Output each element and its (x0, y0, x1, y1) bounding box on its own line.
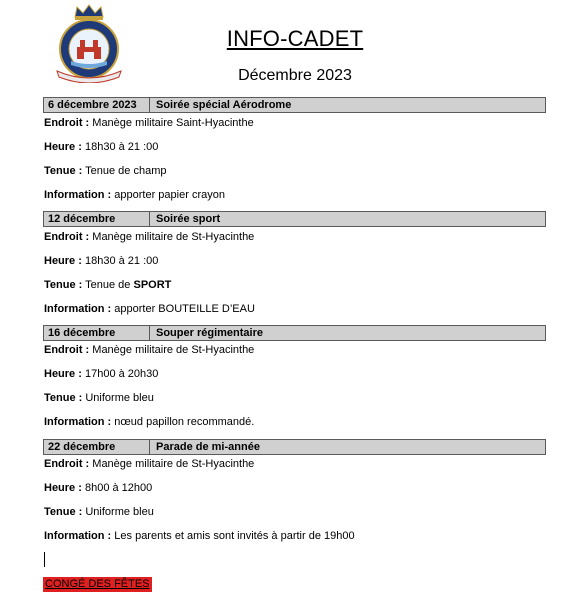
information-value: Les parents et amis sont invités à partir de 19h00 (114, 530, 355, 542)
location-label: Endroit : (44, 117, 90, 129)
event-date: 22 décembre (44, 440, 150, 454)
event-information (44, 188, 225, 202)
time-label: Heure : (44, 255, 82, 267)
information-value: apporter papier crayon (114, 189, 225, 201)
location-value: Manège militaire Saint-Hyacinthe (92, 117, 254, 129)
event-time (44, 254, 158, 268)
event-dress (44, 505, 154, 519)
time-label: Heure : (44, 482, 82, 494)
event-time (44, 367, 158, 381)
event-date: 12 décembre (44, 212, 150, 226)
event-name: Soirée spécial Aérodrome (156, 99, 292, 111)
event-location (44, 343, 254, 357)
location-value: Manège militaire de St-Hyacinthe (92, 458, 255, 470)
time-label: Heure : (44, 368, 82, 380)
dress-value: Tenue de (85, 279, 134, 291)
location-value: Manège militaire de St-Hyacinthe (92, 231, 255, 243)
dress-label: Tenue : (44, 506, 83, 518)
event-header (43, 325, 546, 341)
event-header (43, 439, 546, 455)
event-information (44, 302, 255, 316)
document-subtitle: Décembre 2023 (238, 67, 352, 84)
time-value: 18h30 à 21 :00 (84, 255, 159, 267)
document-title: INFO-CADET (226, 26, 364, 51)
information-label: Information : (44, 416, 112, 428)
event-date: 16 décembre (44, 326, 150, 340)
event-location (44, 116, 254, 130)
event-date: 6 décembre 2023 (44, 98, 150, 112)
dress-label: Tenue : (44, 165, 83, 177)
dress-label: Tenue : (44, 392, 83, 404)
text-cursor (44, 552, 45, 567)
squadron-badge-logo (47, 3, 131, 83)
time-value: 17h00 à 20h30 (84, 368, 159, 380)
dress-value-emphasis: SPORT (133, 279, 172, 291)
event-header (43, 211, 546, 227)
event-header (43, 97, 546, 113)
dress-value: Uniforme bleu (85, 392, 154, 404)
information-label: Information : (44, 530, 112, 542)
holiday-notice: CONGÉ DES FÊTES (45, 578, 150, 590)
information-value: apporter BOUTEILLE D’EAU (114, 303, 255, 315)
event-time (44, 481, 152, 495)
information-label: Information : (44, 303, 112, 315)
event-name: Parade de mi-année (156, 441, 260, 453)
information-value: nœud papillon recommandé. (114, 416, 255, 428)
event-dress (44, 164, 167, 178)
dress-value: Tenue de champ (85, 165, 167, 177)
event-time (44, 140, 158, 154)
time-value: 8h00 à 12h00 (84, 482, 153, 494)
time-label: Heure : (44, 141, 82, 153)
location-value: Manège militaire de St-Hyacinthe (92, 344, 255, 356)
event-information (44, 529, 355, 543)
event-information (44, 415, 254, 429)
location-label: Endroit : (44, 231, 90, 243)
event-name: Souper régimentaire (156, 327, 263, 339)
information-label: Information : (44, 189, 112, 201)
event-location (44, 457, 254, 471)
event-dress (44, 278, 171, 292)
location-label: Endroit : (44, 458, 90, 470)
location-label: Endroit : (44, 344, 90, 356)
event-dress (44, 391, 154, 405)
event-name: Soirée sport (156, 213, 221, 225)
time-value: 18h30 à 21 :00 (84, 141, 159, 153)
event-location (44, 230, 254, 244)
dress-value: Uniforme bleu (85, 506, 154, 518)
dress-label: Tenue : (44, 279, 83, 291)
